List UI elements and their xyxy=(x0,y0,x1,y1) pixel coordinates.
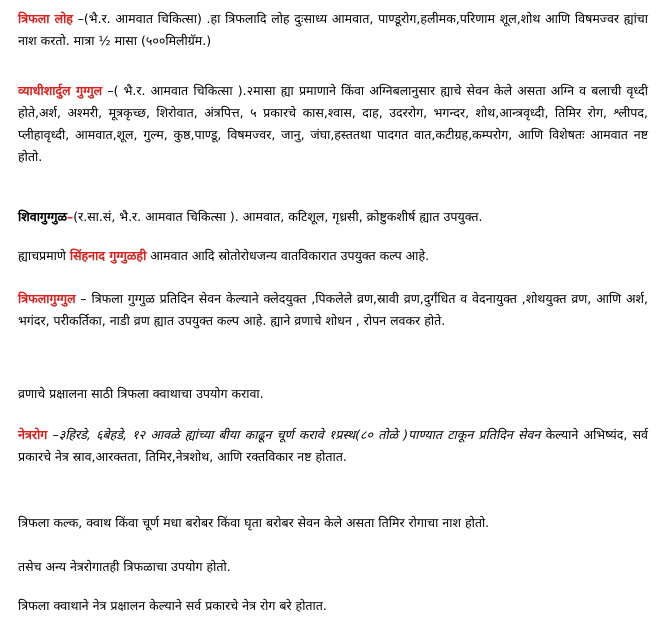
heading-trifala-loh: त्रिफला लोह xyxy=(18,11,73,26)
heading-vyadhishardul-guggul: व्याधीशार्दुल गुग्गुल xyxy=(18,83,103,98)
highlight-sinhanad-guggul: सिंहनाद गुग्गुळही xyxy=(69,248,147,263)
paragraph-vrana-prakshalan xyxy=(18,383,648,405)
paragraph-text: केल्याने अभिष्यंद, सर्व प्रकारचे नेत्र स्राव,आरक्तता, तिमिर,नेत्रशोथ, आणि रक्तविकार नष्ट होतात. xyxy=(18,427,649,464)
paragraph-trifalaguggul xyxy=(18,288,648,332)
heading-netrarog: नेत्ररोग xyxy=(18,427,48,442)
heading-shivaguggul: शिवागुग्गुळ xyxy=(18,209,68,224)
paragraph-text: व्रणाचे प्रक्षालना साठी त्रिफला क्वाथाचा उपयोग करावा. xyxy=(18,386,264,401)
paragraph-netrarog xyxy=(18,424,648,468)
paragraph-sinhanad xyxy=(18,245,648,267)
paragraph-text: – त्रिफला गुग्गुळ प्रतिदिन सेवन केल्याने क्लेदयुक्त ,पिकलेले व्रण,स्रावी व्रण,दुर्गंधित व वेदनायुक्त ,शोथयुक्त व्रण, आणि अर्श, भगंदर, परीकर्तिका, नाडी व्रण ह्यात उपयुक्त कल्प आहे. ह्याने व्रणाचे शोधन , रोपन लवकर होते. xyxy=(18,291,648,328)
paragraph-text: त्रिफला कल्क, क्वाथ किंवा चूर्ण मधा बरोबर किंवा घृता बरोबर सेवन केले असता तिमिर रोगाचा नाश होतो. xyxy=(18,515,490,530)
paragraph-text: (र.सा.सं, भै.र. आमवात चिकित्सा ). आमवात, कटिशूल, गृध्रसी, क्रोष्टुकशीर्ष ह्यात उपयुक्त. xyxy=(73,209,483,224)
paragraph-text: तसेच अन्य नेत्ररोगातही त्रिफळाचा उपयोग होतो. xyxy=(18,559,231,574)
paragraph-anya-netrarog xyxy=(18,556,648,578)
paragraph-text: त्रिफला क्वाथाने नेत्र प्रक्षालन केल्याने सर्व प्रकारचे नेत्र रोग बरे होतात. xyxy=(18,598,327,613)
paragraph-trifala-loh xyxy=(18,8,648,52)
heading-separator: – xyxy=(67,209,74,224)
paragraph-netra-prakshalan xyxy=(18,595,648,617)
paragraph-text: –( भै.र. आमवात चिकित्सा ).२मासा ह्या प्रमाणाने किंवा अग्निबलानुसार ह्याचे सेवन केले असता अग्नि व बलाची वृध्दी होते,अर्श, अश्मरी, मूत्रकृच्छ, शिरोवात, अंत्रपित्त, ५ प्रकारचे कास,श्वास, दाह, उदररोग, भगन्दर, शोथ,आन्त्रवृध्दी, तिमिर रोग, श्लीपद, प्लीहावृध्दी, आमवात,शूल, गुल्म, कुष्ठ,पाण्डू, विषमज्वर, जानु, जंघा,हस्ततथा पादगत वात,कटीग्रह,कम्परोग, आणि विशेषतः आमवात नष्ट होतो. xyxy=(18,83,649,164)
paragraph-text-italic: –३हिरडे, ६बेहडे, १२ आवळे ह्यांच्या बीया काढून चूर्ण करावे १प्रस्थ(८० तोळे )पाण्यात टाकून प्रतिदिन सेवन xyxy=(47,427,541,442)
paragraph-trifala-kalka xyxy=(18,512,648,534)
paragraph-text: –(भै.र. आमवात चिकित्सा) .हा त्रिफलादि लोह दुःसाध्य आमवात, पाण्डूरोग,हलीमक,परिणाम शूल,शोथ आणि विषमज्वर ह्यांचा नाश करतो. मात्रा ½ मासा (५००मिलीग्रॅम.) xyxy=(18,11,648,48)
paragraph-vyadhishardul xyxy=(18,80,648,168)
paragraph-text-pre: ह्याचप्रमाणे xyxy=(18,248,70,263)
paragraph-text-post: आमवात आदि स्रोतोरोधजन्य वातविकारात उपयुक्त कल्प आहे. xyxy=(146,248,430,263)
paragraph-shivaguggul xyxy=(18,206,648,228)
heading-trifala-guggul: त्रिफलागुग्गुल xyxy=(18,291,76,306)
